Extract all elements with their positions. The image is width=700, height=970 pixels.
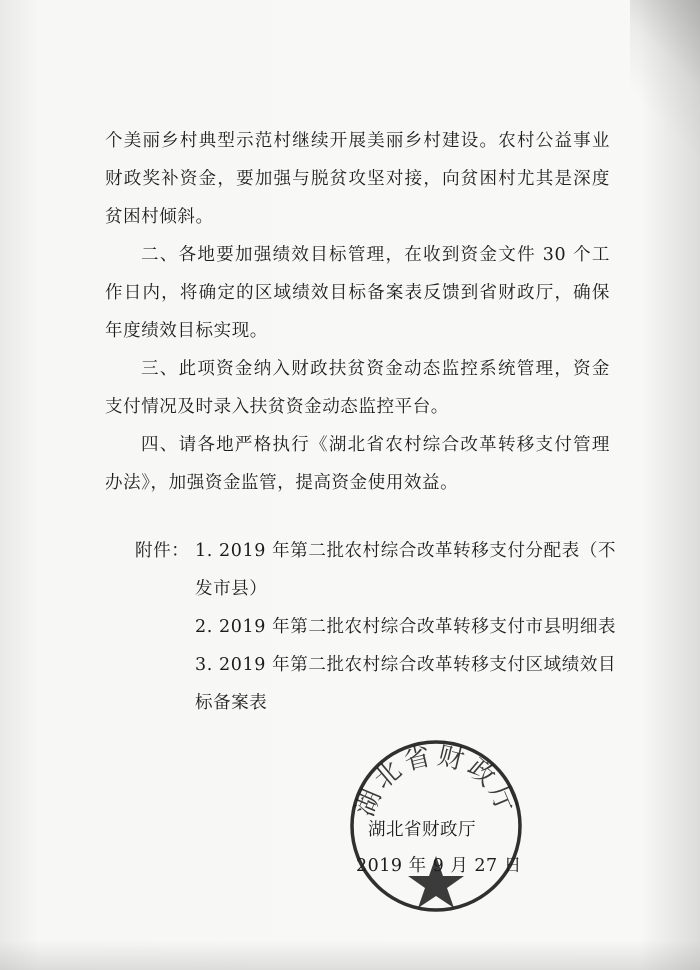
page-bottom-shade: [0, 940, 700, 970]
paragraph-item-3: 三、此项资金纳入财政扶贫资金动态监控系统管理，资金支付情况及时录入扶贫资金动态监控平台。: [105, 359, 610, 417]
page-corner-shadow: [630, 0, 700, 160]
paragraph-continuation: 个美丽乡村典型示范村继续开展美丽乡村建设。农村公益事业财政奖补资金，要加强与脱贫攻坚对接，向贫困村尤其是深度贫困村倾斜。: [105, 131, 610, 227]
seal-text: 湖北省财政厅: [349, 740, 523, 821]
paragraph-item-4: 四、请各地严格执行《湖北省农村综合改革转移支付管理办法》，加强资金监管，提高资金使用效益。: [105, 435, 610, 493]
attachment-item-2: 2. 2019 年第二批农村综合改革转移支付市县明细表: [195, 617, 617, 637]
signature-org: 湖北省财政厅: [368, 820, 476, 840]
attachment-item-1: 1. 2019 年第二批农村综合改革转移支付分配表（不发市县）: [195, 541, 617, 599]
attachment-item-3: 3. 2019 年第二批农村综合改革转移支付区域绩效目标备案表: [195, 655, 617, 713]
paragraph-item-2: 二、各地要加强绩效目标管理，在收到资金文件 30 个工作日内，将确定的区域绩效目标备案表反馈到省财政厅，确保年度绩效目标实现。: [105, 245, 610, 341]
svg-text:湖北省财政厅: [350, 741, 522, 821]
attachments-section: [105, 532, 625, 722]
document-body: [105, 122, 610, 502]
attachments-label: 附件：: [135, 541, 190, 561]
signature-block: [356, 812, 568, 884]
signature-date: 2019 年 9 月 27 日: [356, 856, 522, 876]
